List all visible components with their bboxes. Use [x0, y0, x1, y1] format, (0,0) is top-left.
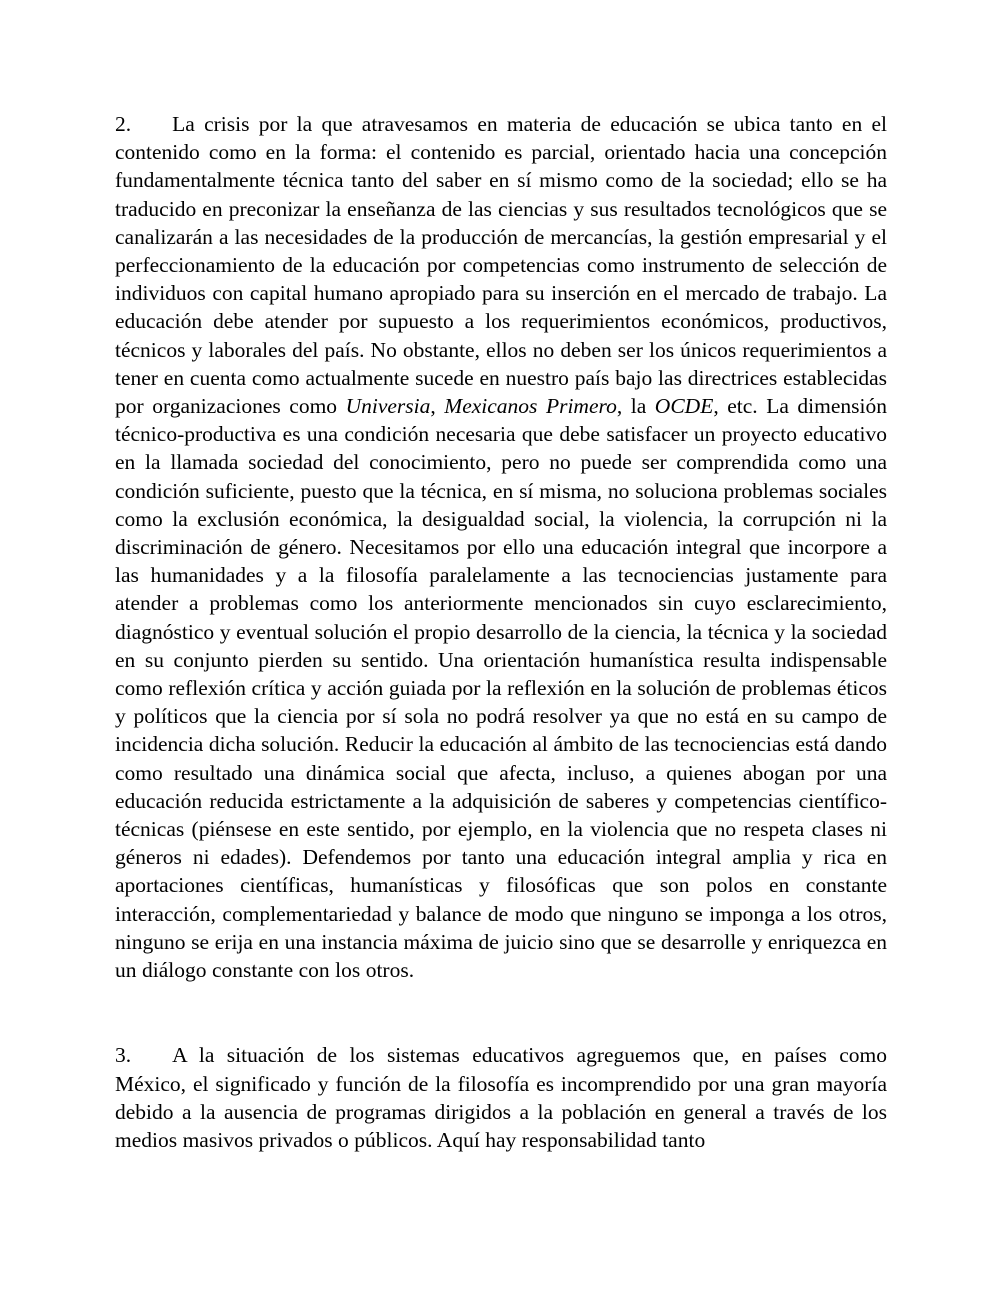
emphasised-text: OCDE — [654, 394, 714, 419]
paragraph-number-gap — [131, 110, 172, 138]
body-text: A la situación de los sistemas educativos agreguemos que, en países como México, el significado y función de la filosofía es incomprendido por una gran mayoría debido a la ausencia de programas dirigidos a la población en general a través de los medios masivos privados o públicos. Aquí hay responsabilidad tanto — [115, 1043, 887, 1152]
body-text: La crisis por la que atravesamos en materia de educación se ubica tanto en el contenido como en la forma: el contenido es parcial, orientado hacia una concepción fundamentalmente técnica tanto del saber en sí mismo como de la sociedad; ello se ha traducido en preconizar la enseñanza de las ciencias y sus resultados tecnológicos que se canalizarán a las necesidades de la producción de mercancías, la gestión empresarial y el perfeccionamiento de la educación por competencias como instrumento de selección de individuos con capital humano apropiado para su inserción en el mercado de trabajo. La educación debe atender por supuesto a los requerimientos económicos, productivos, técnicos y laborales del país. No obstante, ellos no deben ser los únicos requerimientos a tener en cuenta como actualmente sucede en nuestro país bajo las directrices establecidas por organizaciones como — [115, 112, 887, 419]
paragraph-number: 2. — [115, 112, 132, 136]
paragraph — [115, 110, 887, 984]
emphasised-text: Universia — [345, 394, 431, 419]
paragraph-number-gap — [131, 1041, 172, 1069]
emphasised-text: Mexicanos Primero — [444, 394, 617, 419]
body-text: , — [430, 394, 445, 419]
body-text: , etc. La dimensión técnico-productiva es una condición necesaria que debe satisfacer un proyecto educativo en la llamada sociedad del conocimiento, pero no puede ser comprendida como una condición suficiente, puesto que la técnica, en sí misma, no soluciona problemas sociales como la exclusión económica, la desigualdad social, la violencia, la corrupción ni la discriminación de género. Necesitamos por ello una educación integral que incorpore a las humanidades y a la filosofía paralelamente a las tecnociencias justamente para atender a problemas como los anteriormente mencionados sin cuyo esclarecimiento, diagnóstico y eventual solución el propio desarrollo de la ciencia, la técnica y la sociedad en su conjunto pierden su sentido. Una orientación humanística resulta indispensable como reflexión crítica y acción guiada por la reflexión en la solución de problemas éticos y políticos que la ciencia por sí sola no podrá resolver ya que no está en su campo de incidencia dicha solución. Reducir la educación al ámbito de las tecnociencias está dando como resultado una dinámica social que afecta, incluso, a quienes abogan por una educación reducida estrictamente a la adquisición de saberes y competencias científico-técnicas (piénsese en este sentido, por ejemplo, en la violencia que no respeta clases ni géneros ni edades). Defendemos por tanto una educación integral amplia y rica en aportaciones científicas, humanísticas y filosóficas que son polos en constante interacción, complementariedad y balance de modo que ninguno se imponga a los otros, ninguno se erija en una instancia máxima de juicio sino que se desarrolle y enriquezca en un diálogo constante con los otros. — [115, 394, 887, 983]
text-column — [115, 110, 887, 1154]
paragraph-number: 3. — [115, 1043, 132, 1068]
body-text: , la — [616, 394, 655, 419]
paragraph — [115, 1041, 887, 1154]
